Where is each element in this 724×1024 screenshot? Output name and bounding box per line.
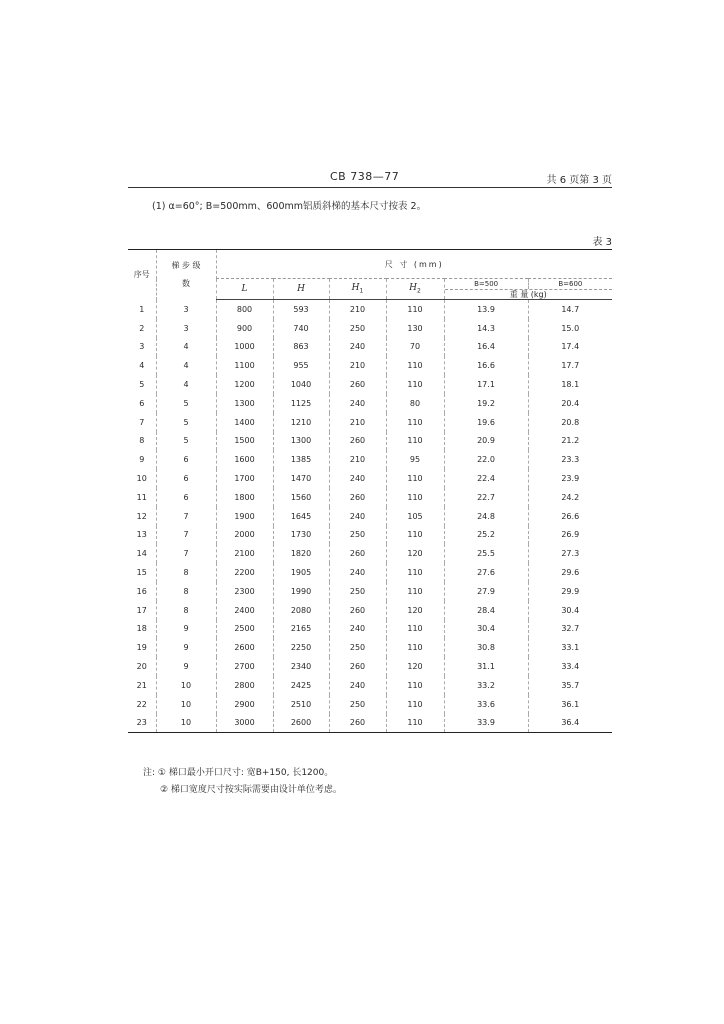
cell-steps: 4: [156, 356, 216, 375]
cell-H: 2510: [273, 695, 329, 714]
cell-L: 1200: [216, 375, 273, 394]
cell-w600: 29.6: [528, 563, 612, 582]
cell-H: 2080: [273, 601, 329, 620]
cell-H1: 210: [329, 356, 386, 375]
cell-H1: 260: [329, 432, 386, 451]
cell-H2: 80: [386, 394, 444, 413]
cell-steps: 4: [156, 375, 216, 394]
table-row: [128, 338, 612, 357]
cell-H2: 95: [386, 450, 444, 469]
cell-no: 16: [136, 586, 147, 596]
header-l: L: [216, 279, 273, 300]
cell-H: 955: [273, 356, 329, 375]
cell-H1: 250: [329, 582, 386, 601]
cell-H2: 110: [386, 638, 444, 657]
cell-H2: 110: [386, 488, 444, 507]
cell-steps: 5: [156, 432, 216, 451]
table-row: [128, 300, 612, 319]
cell-w500: 14.3: [444, 319, 528, 338]
header-h2: $H_2$: [386, 279, 444, 300]
cell-L: 1500: [216, 432, 273, 451]
cell-no: 19: [136, 643, 147, 653]
header-b500: B=500: [474, 280, 499, 288]
table-row: [128, 432, 612, 451]
cell-L: 2200: [216, 563, 273, 582]
cell-no: 8: [139, 436, 145, 446]
cell-H1: 250: [329, 695, 386, 714]
cell-steps: 4: [156, 338, 216, 357]
cell-H: 1820: [273, 544, 329, 563]
table-row: [128, 582, 612, 601]
cell-L: 2500: [216, 620, 273, 639]
header-steps: 梯 步 级 数: [156, 250, 216, 300]
cell-L: 1800: [216, 488, 273, 507]
note-2: ② 梯口宽度尺寸按实际需要由设计单位考虑。: [160, 785, 342, 795]
cell-steps: 6: [156, 450, 216, 469]
cell-H1: 210: [329, 413, 386, 432]
cell-steps: 5: [156, 413, 216, 432]
cell-H1: 210: [329, 450, 386, 469]
cell-H2: 110: [386, 375, 444, 394]
cell-L: 1000: [216, 338, 273, 357]
cell-w600: 20.8: [528, 413, 612, 432]
cell-w600: 21.2: [528, 432, 612, 451]
note-1: 注: ① 梯口最小开口尺寸: 宽B+150, 长1200。: [143, 768, 334, 778]
table-row: [128, 601, 612, 620]
cell-w600: 27.3: [528, 544, 612, 563]
cell-w500: 22.4: [444, 469, 528, 488]
cell-L: 2000: [216, 526, 273, 545]
cell-H: 1645: [273, 507, 329, 526]
cell-w600: 23.3: [528, 450, 612, 469]
cell-w500: 33.6: [444, 695, 528, 714]
cell-steps: 5: [156, 394, 216, 413]
dimension-table: [128, 249, 612, 733]
cell-w600: 17.4: [528, 338, 612, 357]
cell-w600: 24.2: [528, 488, 612, 507]
table-row: [128, 676, 612, 695]
cell-w500: 22.0: [444, 450, 528, 469]
cell-H1: 240: [329, 507, 386, 526]
cell-H: 1990: [273, 582, 329, 601]
cell-no: 13: [136, 530, 147, 540]
cell-w600: 15.0: [528, 319, 612, 338]
cell-w600: 35.7: [528, 676, 612, 695]
cell-H1: 210: [329, 300, 386, 319]
cell-H: 1905: [273, 563, 329, 582]
cell-steps: 10: [156, 714, 216, 733]
page-indicator: 共 6 页第 3 页: [546, 175, 612, 186]
cell-w600: 14.7: [528, 300, 612, 319]
cell-H2: 120: [386, 601, 444, 620]
cell-w500: 25.5: [444, 544, 528, 563]
cell-H1: 240: [329, 676, 386, 695]
cell-w500: 24.8: [444, 507, 528, 526]
cell-H2: 110: [386, 582, 444, 601]
cell-H: 593: [273, 300, 329, 319]
cell-L: 1900: [216, 507, 273, 526]
cell-w500: 28.4: [444, 601, 528, 620]
cell-w600: 29.9: [528, 582, 612, 601]
cell-H2: 110: [386, 526, 444, 545]
cell-steps: 6: [156, 469, 216, 488]
cell-L: 800: [216, 300, 273, 319]
cell-no: 4: [139, 361, 145, 371]
cell-w500: 27.9: [444, 582, 528, 601]
cell-w600: 23.9: [528, 469, 612, 488]
cell-no: 11: [136, 492, 147, 502]
cell-L: 2800: [216, 676, 273, 695]
cell-H1: 240: [329, 338, 386, 357]
cell-no: 20: [136, 662, 147, 672]
table-row: [128, 469, 612, 488]
cell-w600: 18.1: [528, 375, 612, 394]
table-row: [128, 450, 612, 469]
cell-steps: 6: [156, 488, 216, 507]
cell-steps: 3: [156, 319, 216, 338]
cell-no: 18: [136, 624, 147, 634]
header-dimensions: 尺 寸 (mm): [216, 250, 612, 279]
cell-steps: 8: [156, 582, 216, 601]
cell-steps: 9: [156, 620, 216, 639]
cell-L: 2300: [216, 582, 273, 601]
table-row: [128, 563, 612, 582]
cell-H: 1300: [273, 432, 329, 451]
cell-w500: 20.9: [444, 432, 528, 451]
table-row: [128, 544, 612, 563]
cell-no: 7: [139, 417, 145, 427]
cell-no: 12: [136, 511, 147, 521]
table-row: [128, 394, 612, 413]
cell-w600: 33.1: [528, 638, 612, 657]
cell-H: 2600: [273, 714, 329, 733]
cell-w600: 36.4: [528, 714, 612, 733]
header-h1: $H_1$: [329, 279, 386, 300]
cell-L: 2100: [216, 544, 273, 563]
table-row: [128, 714, 612, 733]
cell-H: 1385: [273, 450, 329, 469]
table-row: [128, 526, 612, 545]
table-row: [128, 375, 612, 394]
intro-text: (1) α=60°; B=500mm、600mm铝质斜梯的基本尺寸按表 2。: [152, 201, 427, 212]
table-row: [128, 413, 612, 432]
cell-H2: 110: [386, 563, 444, 582]
table-row: [128, 657, 612, 676]
cell-H2: 110: [386, 714, 444, 733]
cell-H: 1210: [273, 413, 329, 432]
cell-H1: 260: [329, 544, 386, 563]
cell-w600: 36.1: [528, 695, 612, 714]
cell-steps: 8: [156, 601, 216, 620]
cell-H1: 250: [329, 319, 386, 338]
cell-no: 23: [128, 714, 156, 733]
cell-w500: 19.2: [444, 394, 528, 413]
header-b600: B=600: [528, 279, 612, 289]
table-header: [128, 250, 612, 300]
cell-w500: 31.1: [444, 657, 528, 676]
cell-H2: 110: [386, 356, 444, 375]
cell-w500: 33.2: [444, 676, 528, 695]
cell-w500: 19.6: [444, 413, 528, 432]
table-row: [128, 319, 612, 338]
table-row: [128, 695, 612, 714]
cell-H1: 260: [329, 375, 386, 394]
cell-no: 17: [136, 605, 147, 615]
cell-w600: 33.4: [528, 657, 612, 676]
cell-steps: 10: [156, 695, 216, 714]
cell-H1: 250: [329, 526, 386, 545]
cell-H: 1470: [273, 469, 329, 488]
cell-w500: 13.9: [444, 300, 528, 319]
cell-steps: 8: [156, 563, 216, 582]
cell-L: 1700: [216, 469, 273, 488]
cell-w600: 26.6: [528, 507, 612, 526]
cell-w500: 33.9: [444, 714, 528, 733]
cell-steps: 7: [156, 507, 216, 526]
cell-w600: 20.4: [528, 394, 612, 413]
cell-w500: 25.2: [444, 526, 528, 545]
cell-no: 2: [139, 323, 145, 333]
cell-H: 863: [273, 338, 329, 357]
table-row: [128, 620, 612, 639]
cell-L: 3000: [216, 714, 273, 733]
cell-L: 1300: [216, 394, 273, 413]
cell-w500: 17.1: [444, 375, 528, 394]
cell-H2: 110: [386, 695, 444, 714]
table-row: [128, 507, 612, 526]
cell-w500: 27.6: [444, 563, 528, 582]
cell-H2: 110: [386, 413, 444, 432]
cell-L: 2700: [216, 657, 273, 676]
cell-no: 15: [136, 568, 147, 578]
cell-w500: 16.6: [444, 356, 528, 375]
cell-no: 21: [136, 680, 147, 690]
table-row: [128, 356, 612, 375]
cell-no: 22: [136, 699, 147, 709]
cell-H: 1560: [273, 488, 329, 507]
cell-H2: 120: [386, 657, 444, 676]
cell-steps: 7: [156, 526, 216, 545]
header-h: H: [273, 279, 329, 300]
header-weight: 重 量 (kg): [509, 290, 547, 299]
cell-L: 2600: [216, 638, 273, 657]
cell-H2: 110: [386, 469, 444, 488]
header-weight-group: [444, 279, 612, 300]
cell-no: 5: [139, 380, 145, 390]
cell-w600: 32.7: [528, 620, 612, 639]
cell-H: 2425: [273, 676, 329, 695]
cell-H2: 70: [386, 338, 444, 357]
cell-no: 1: [139, 304, 145, 314]
cell-H2: 110: [386, 432, 444, 451]
cell-H2: 110: [386, 676, 444, 695]
cell-steps: 10: [156, 676, 216, 695]
cell-w500: 16.4: [444, 338, 528, 357]
cell-no: 9: [139, 455, 145, 465]
cell-no: 6: [139, 398, 145, 408]
cell-steps: 3: [156, 300, 216, 319]
table-row: [128, 488, 612, 507]
cell-steps: 9: [156, 638, 216, 657]
cell-H2: 110: [386, 620, 444, 639]
cell-w500: 30.8: [444, 638, 528, 657]
table-body: [128, 300, 612, 733]
cell-H1: 260: [329, 601, 386, 620]
cell-L: 2400: [216, 601, 273, 620]
cell-w600: 17.7: [528, 356, 612, 375]
cell-w600: 26.9: [528, 526, 612, 545]
cell-H1: 260: [329, 657, 386, 676]
cell-w500: 30.4: [444, 620, 528, 639]
cell-L: 2900: [216, 695, 273, 714]
cell-H1: 250: [329, 638, 386, 657]
cell-H: 2340: [273, 657, 329, 676]
cell-H2: 130: [386, 319, 444, 338]
cell-H2: 120: [386, 544, 444, 563]
cell-H1: 240: [329, 563, 386, 582]
cell-H: 2165: [273, 620, 329, 639]
cell-H: 740: [273, 319, 329, 338]
header-rule: [128, 187, 612, 188]
cell-H2: 105: [386, 507, 444, 526]
cell-H1: 240: [329, 469, 386, 488]
standard-code: CB 738—77: [330, 170, 400, 183]
table-row: [128, 638, 612, 657]
cell-no: 3: [139, 342, 145, 352]
header-index: 序号: [133, 270, 150, 280]
cell-L: 900: [216, 319, 273, 338]
cell-no: 14: [136, 549, 147, 559]
cell-H: 2250: [273, 638, 329, 657]
cell-H: 1125: [273, 394, 329, 413]
cell-steps: 7: [156, 544, 216, 563]
cell-L: 1100: [216, 356, 273, 375]
cell-H: 1040: [273, 375, 329, 394]
cell-H1: 260: [329, 714, 386, 733]
cell-H1: 240: [329, 394, 386, 413]
cell-L: 1400: [216, 413, 273, 432]
cell-steps: 9: [156, 657, 216, 676]
table-label: 表 3: [592, 237, 612, 248]
cell-L: 1600: [216, 450, 273, 469]
cell-H: 1730: [273, 526, 329, 545]
cell-H1: 240: [329, 620, 386, 639]
cell-H2: 110: [386, 300, 444, 319]
cell-w600: 30.4: [528, 601, 612, 620]
cell-no: 10: [136, 474, 147, 484]
cell-H1: 260: [329, 488, 386, 507]
cell-w500: 22.7: [444, 488, 528, 507]
